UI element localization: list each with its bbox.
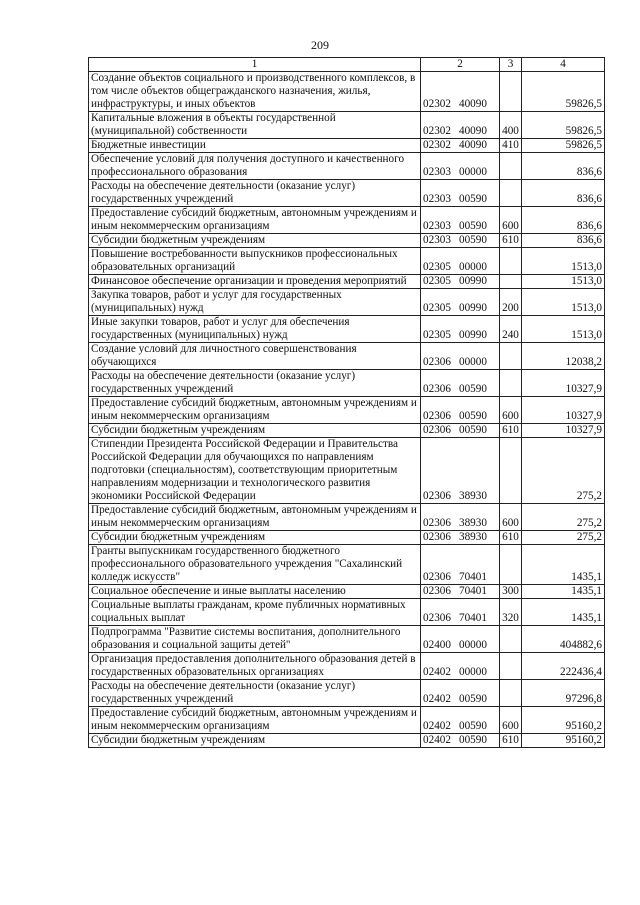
row-name: Субсидии бюджетным учреждениям bbox=[89, 424, 421, 438]
row-code-direction: 38930 bbox=[458, 490, 487, 502]
row-name: Гранты выпускникам государственного бюджетного профессионального образовательного учреждения "Сахалинский колледж искусств" bbox=[89, 545, 421, 585]
table-row bbox=[89, 707, 605, 734]
row-name: Бюджетные инвестиции bbox=[89, 139, 421, 153]
row-code-direction: 00000 bbox=[458, 261, 487, 273]
row-amount: 275,2 bbox=[522, 504, 605, 531]
row-code-direction: 38930 bbox=[458, 531, 487, 543]
row-code-program: 02302 bbox=[423, 139, 451, 151]
row-code bbox=[421, 531, 500, 545]
row-code-program: 02306 bbox=[423, 356, 451, 368]
row-code-direction: 00590 bbox=[458, 193, 487, 205]
table-row bbox=[89, 680, 605, 707]
row-code-program: 02306 bbox=[423, 410, 451, 422]
row-name: Субсидии бюджетным учреждениям bbox=[89, 734, 421, 748]
row-amount: 1435,1 bbox=[522, 545, 605, 585]
row-code bbox=[421, 626, 500, 653]
table-row bbox=[89, 248, 605, 275]
row-code bbox=[421, 585, 500, 599]
row-code-program: 02306 bbox=[423, 517, 451, 529]
row-code-program: 02306 bbox=[423, 424, 451, 436]
table-row bbox=[89, 289, 605, 316]
row-code-direction: 00000 bbox=[458, 166, 487, 178]
row-amount: 1513,0 bbox=[522, 316, 605, 343]
row-amount: 59826,5 bbox=[522, 139, 605, 153]
table-row bbox=[89, 599, 605, 626]
row-amount: 222436,4 bbox=[522, 653, 605, 680]
column-header-3: 3 bbox=[500, 58, 522, 72]
row-name: Закупка товаров, работ и услуг для государственных (муниципальных) нужд bbox=[89, 289, 421, 316]
table-row bbox=[89, 207, 605, 234]
row-name: Расходы на обеспечение деятельности (оказание услуг) государственных учреждений bbox=[89, 180, 421, 207]
column-header-1: 1 bbox=[89, 58, 421, 72]
row-expense-type: 200 bbox=[500, 289, 522, 316]
row-amount: 95160,2 bbox=[522, 707, 605, 734]
row-name: Социальные выплаты гражданам, кроме публичных нормативных социальных выплат bbox=[89, 599, 421, 626]
row-name: Создание условий для личностного совершенствования обучающихся bbox=[89, 343, 421, 370]
table-row bbox=[89, 438, 605, 504]
row-name: Создание объектов социального и производственного комплексов, в том числе объектов общегражданского назначения, жилья, инфраструктуры, и иных объектов bbox=[89, 72, 421, 112]
row-expense-type: 320 bbox=[500, 599, 522, 626]
row-amount: 10327,9 bbox=[522, 397, 605, 424]
row-name: Субсидии бюджетным учреждениям bbox=[89, 234, 421, 248]
row-code-program: 02306 bbox=[423, 585, 451, 597]
row-code-program: 02402 bbox=[423, 693, 451, 705]
row-code-program: 02306 bbox=[423, 383, 451, 395]
row-name: Стипендии Президента Российской Федерации и Правительства Российской Федерации для обучающихся по направлениям подготовки (специальностям), соответствующим приоритетным направлениям модернизации и технологического развития экономики Российской Федерации bbox=[89, 438, 421, 504]
column-header-4: 4 bbox=[522, 58, 605, 72]
row-amount: 275,2 bbox=[522, 438, 605, 504]
row-code-direction: 00590 bbox=[458, 220, 487, 232]
row-code bbox=[421, 370, 500, 397]
row-code-direction: 00990 bbox=[458, 329, 487, 341]
row-expense-type bbox=[500, 680, 522, 707]
table-row bbox=[89, 153, 605, 180]
row-code-program: 02303 bbox=[423, 220, 451, 232]
table-row bbox=[89, 585, 605, 599]
row-name: Обеспечение условий для получения доступного и качественного профессионального образования bbox=[89, 153, 421, 180]
row-amount: 1513,0 bbox=[522, 289, 605, 316]
table-row bbox=[89, 370, 605, 397]
row-amount: 97296,8 bbox=[522, 680, 605, 707]
row-code bbox=[421, 438, 500, 504]
row-expense-type bbox=[500, 626, 522, 653]
row-code-direction: 38930 bbox=[458, 517, 487, 529]
row-name: Предоставление субсидий бюджетным, автономным учреждениям и иным некоммерческим организациям bbox=[89, 397, 421, 424]
row-amount: 12038,2 bbox=[522, 343, 605, 370]
row-code-direction: 00590 bbox=[458, 424, 487, 436]
row-name: Социальное обеспечение и иные выплаты населению bbox=[89, 585, 421, 599]
row-code bbox=[421, 680, 500, 707]
row-expense-type: 610 bbox=[500, 424, 522, 438]
row-code-program: 02302 bbox=[423, 125, 451, 137]
table-row bbox=[89, 626, 605, 653]
table-row bbox=[89, 275, 605, 289]
row-code-program: 02305 bbox=[423, 329, 451, 341]
row-expense-type bbox=[500, 275, 522, 289]
row-name: Иные закупки товаров, работ и услуг для обеспечения государственных (муниципальных) нужд bbox=[89, 316, 421, 343]
row-code-direction: 40090 bbox=[458, 98, 487, 110]
row-code-direction: 00000 bbox=[458, 356, 487, 368]
row-expense-type bbox=[500, 72, 522, 112]
row-code bbox=[421, 153, 500, 180]
row-code-program: 02306 bbox=[423, 571, 451, 583]
row-amount: 59826,5 bbox=[522, 72, 605, 112]
row-code bbox=[421, 545, 500, 585]
row-amount: 275,2 bbox=[522, 531, 605, 545]
row-amount: 1513,0 bbox=[522, 275, 605, 289]
row-name: Организация предоставления дополнительного образования детей в государственных образовательных организациях bbox=[89, 653, 421, 680]
row-code bbox=[421, 707, 500, 734]
row-code bbox=[421, 234, 500, 248]
row-amount: 10327,9 bbox=[522, 424, 605, 438]
row-code bbox=[421, 599, 500, 626]
row-expense-type: 600 bbox=[500, 397, 522, 424]
table-row bbox=[89, 424, 605, 438]
table-row bbox=[89, 112, 605, 139]
table-row bbox=[89, 397, 605, 424]
row-expense-type: 600 bbox=[500, 707, 522, 734]
row-name: Расходы на обеспечение деятельности (оказание услуг) государственных учреждений bbox=[89, 680, 421, 707]
table-row bbox=[89, 316, 605, 343]
row-amount: 1435,1 bbox=[522, 585, 605, 599]
table-row bbox=[89, 180, 605, 207]
row-code bbox=[421, 275, 500, 289]
row-amount: 10327,9 bbox=[522, 370, 605, 397]
row-code-direction: 70401 bbox=[458, 571, 487, 583]
table-row bbox=[89, 545, 605, 585]
table-row bbox=[89, 72, 605, 112]
row-expense-type: 600 bbox=[500, 207, 522, 234]
row-code bbox=[421, 289, 500, 316]
row-code bbox=[421, 504, 500, 531]
row-amount: 836,6 bbox=[522, 234, 605, 248]
table-row bbox=[89, 234, 605, 248]
row-name: Предоставление субсидий бюджетным, автономным учреждениям и иным некоммерческим организациям bbox=[89, 707, 421, 734]
row-code-program: 02402 bbox=[423, 734, 451, 746]
row-code-direction: 00990 bbox=[458, 302, 487, 314]
row-expense-type: 240 bbox=[500, 316, 522, 343]
table-row bbox=[89, 343, 605, 370]
table-row bbox=[89, 653, 605, 680]
row-expense-type: 610 bbox=[500, 234, 522, 248]
row-name: Капитальные вложения в объекты государственной (муниципальной) собственности bbox=[89, 112, 421, 139]
row-expense-type bbox=[500, 343, 522, 370]
row-expense-type bbox=[500, 180, 522, 207]
row-code-program: 02305 bbox=[423, 261, 451, 273]
row-code bbox=[421, 424, 500, 438]
row-code-direction: 00000 bbox=[458, 639, 487, 651]
row-expense-type bbox=[500, 370, 522, 397]
row-code-program: 02303 bbox=[423, 234, 451, 246]
row-code bbox=[421, 397, 500, 424]
row-name: Предоставление субсидий бюджетным, автономным учреждениям и иным некоммерческим организациям bbox=[89, 504, 421, 531]
column-header-2: 2 bbox=[421, 58, 500, 72]
row-code-direction: 00590 bbox=[458, 734, 487, 746]
row-amount: 1513,0 bbox=[522, 248, 605, 275]
row-name: Расходы на обеспечение деятельности (оказание услуг) государственных учреждений bbox=[89, 370, 421, 397]
row-code bbox=[421, 139, 500, 153]
row-code-program: 02400 bbox=[423, 639, 451, 651]
table-header-row bbox=[89, 58, 605, 72]
row-expense-type: 410 bbox=[500, 139, 522, 153]
table-row bbox=[89, 734, 605, 748]
row-code-program: 02306 bbox=[423, 490, 451, 502]
row-expense-type bbox=[500, 153, 522, 180]
row-code-direction: 40090 bbox=[458, 125, 487, 137]
row-code-program: 02402 bbox=[423, 720, 451, 732]
row-code bbox=[421, 72, 500, 112]
row-amount: 95160,2 bbox=[522, 734, 605, 748]
row-amount: 59826,5 bbox=[522, 112, 605, 139]
row-code-program: 02402 bbox=[423, 666, 451, 678]
row-code bbox=[421, 207, 500, 234]
row-code bbox=[421, 248, 500, 275]
row-code bbox=[421, 653, 500, 680]
row-code-direction: 00590 bbox=[458, 693, 487, 705]
row-code-program: 02302 bbox=[423, 98, 451, 110]
row-expense-type bbox=[500, 248, 522, 275]
row-code-direction: 70401 bbox=[458, 585, 487, 597]
table-row bbox=[89, 139, 605, 153]
row-code-direction: 70401 bbox=[458, 612, 487, 624]
row-code-program: 02303 bbox=[423, 166, 451, 178]
row-expense-type bbox=[500, 438, 522, 504]
row-expense-type: 600 bbox=[500, 504, 522, 531]
budget-table bbox=[88, 57, 605, 748]
row-expense-type: 610 bbox=[500, 531, 522, 545]
row-code-direction: 40090 bbox=[458, 139, 487, 151]
table-row bbox=[89, 531, 605, 545]
table-body bbox=[89, 72, 605, 748]
row-amount: 404882,6 bbox=[522, 626, 605, 653]
table-row bbox=[89, 504, 605, 531]
row-code-program: 02306 bbox=[423, 612, 451, 624]
row-code-direction: 00590 bbox=[458, 234, 487, 246]
row-name: Финансовое обеспечение организации и проведения мероприятий bbox=[89, 275, 421, 289]
row-code-direction: 00000 bbox=[458, 666, 487, 678]
row-code bbox=[421, 734, 500, 748]
row-code-program: 02305 bbox=[423, 302, 451, 314]
page-number: 209 bbox=[311, 38, 329, 52]
row-code-program: 02303 bbox=[423, 193, 451, 205]
row-code bbox=[421, 180, 500, 207]
row-code-program: 02306 bbox=[423, 531, 451, 543]
row-code-direction: 00590 bbox=[458, 383, 487, 395]
row-code bbox=[421, 343, 500, 370]
row-expense-type: 300 bbox=[500, 585, 522, 599]
row-code bbox=[421, 316, 500, 343]
row-name: Повышение востребованности выпускников профессиональных образовательных организаций bbox=[89, 248, 421, 275]
row-expense-type bbox=[500, 545, 522, 585]
row-amount: 836,6 bbox=[522, 153, 605, 180]
row-expense-type bbox=[500, 653, 522, 680]
row-amount: 836,6 bbox=[522, 180, 605, 207]
row-code-direction: 00590 bbox=[458, 410, 487, 422]
row-expense-type: 400 bbox=[500, 112, 522, 139]
row-amount: 1435,1 bbox=[522, 599, 605, 626]
row-name: Субсидии бюджетным учреждениям bbox=[89, 531, 421, 545]
row-code bbox=[421, 112, 500, 139]
row-expense-type: 610 bbox=[500, 734, 522, 748]
row-amount: 836,6 bbox=[522, 207, 605, 234]
row-code-program: 02305 bbox=[423, 275, 451, 287]
row-code-direction: 00990 bbox=[458, 275, 487, 287]
row-code-direction: 00590 bbox=[458, 720, 487, 732]
row-name: Подпрограмма "Развитие системы воспитания, дополнительного образования и социальной защиты детей" bbox=[89, 626, 421, 653]
row-name: Предоставление субсидий бюджетным, автономным учреждениям и иным некоммерческим организациям bbox=[89, 207, 421, 234]
